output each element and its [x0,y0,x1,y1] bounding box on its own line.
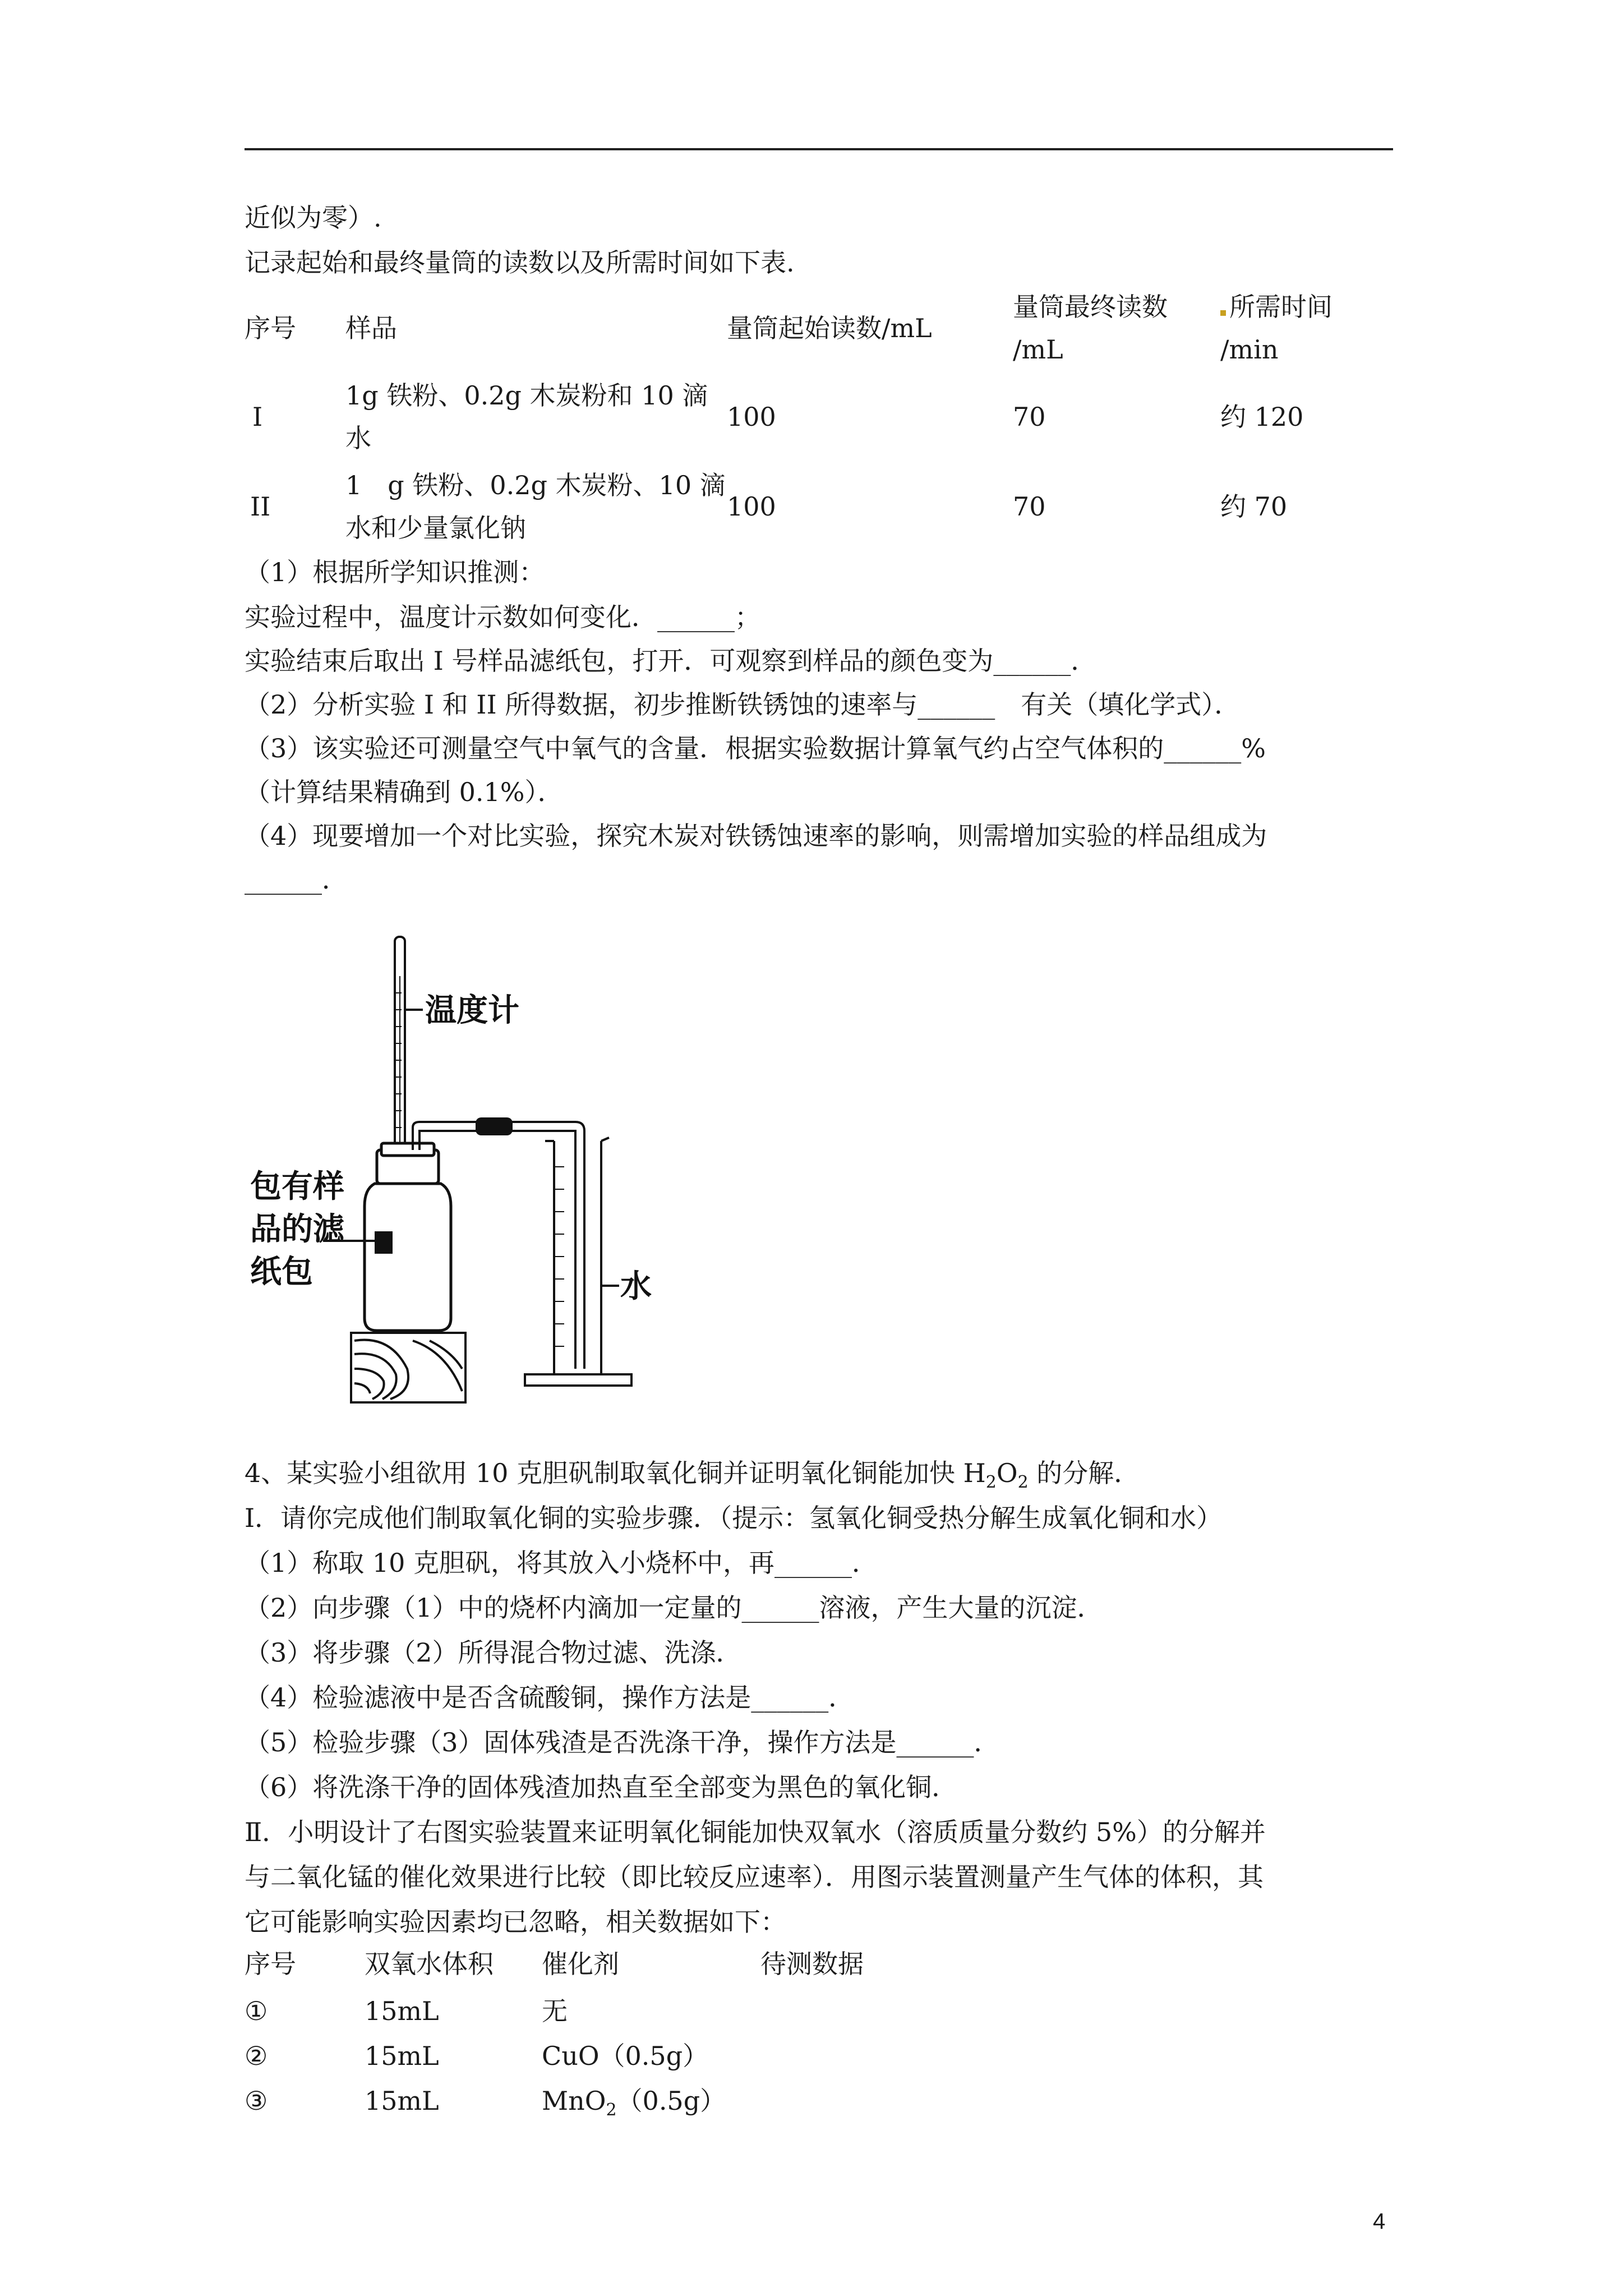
row-final: 70 [1013,402,1046,432]
q4-step: （6）将洗涤干净的固体残渣加热直至全部变为黑色的氧化铜． [245,1772,958,1802]
row-no: I [252,402,263,432]
table-header-time-unit: /min [1220,334,1279,365]
row-volume: 15mL [365,2086,439,2116]
row-time: 约 70 [1220,491,1288,522]
q4-step: （1）称取 10 克胆矾，将其放入小烧杯中，再______． [245,1548,878,1578]
row-sample: 水和少量氯化钠 [345,513,526,543]
row-no: II [250,491,271,522]
q4-step: 它可能影响实验因素均已忽略，相关数据如下： [245,1907,786,1937]
graduated-cylinder [525,1138,631,1386]
row-sample: 水 [345,423,371,453]
svg-text:包有样: 包有样 [250,1168,344,1205]
row-no: ③ [245,2086,268,2116]
row-catalyst: CuO（0.5g） [542,2041,709,2071]
q4-step: 与二氧化锰的催化效果进行比较（即比较反应速率）．用图示装置测量产生气体的体积，其 [245,1862,1264,1892]
row-no: ② [245,2041,268,2071]
row-catalyst: 无 [542,1996,568,2026]
row-time: 约 120 [1220,402,1304,432]
question-line: 实验过程中，温度计示数如何变化．______； [245,602,760,632]
row-catalyst: MnO$_2$（0.5g） [542,2086,726,2120]
table-header-data: 待测数据 [760,1949,864,1979]
row-sample: 1 g 铁粉、0.2g 木炭粉、10 滴 [345,470,726,500]
table-header-time: 所需时间 [1220,286,1332,328]
intro-line: 近似为零）. [245,203,382,233]
question-line: （2）分析实验 I 和 II 所得数据，初步推断铁锈蚀的速率与______ 有关（填化学式）． [245,689,1241,720]
sample-packet [375,1231,393,1254]
row-volume: 15mL [365,2041,439,2071]
table-header-catalyst: 催化剂 [542,1949,619,1979]
question-line: （1）根据所学知识推测： [245,557,545,587]
page-number: 4 [1373,2209,1386,2234]
intro-line: 记录起始和最终量筒的读数以及所需时间如下表. [245,247,795,278]
table-header-sample: 样品 [345,313,397,343]
row-sample: 1g 铁粉、0.2g 木炭粉和 10 滴 [345,380,708,411]
table-header-final-unit: /mL [1013,334,1063,365]
apparatus-diagram [245,926,682,1408]
q4-step: Ⅰ．请你完成他们制取氧化铜的实验步骤．（提示：氢氧化铜受热分解生成氧化铜和水） [245,1503,1223,1533]
question-line: ______． [245,864,348,895]
header-rule [245,148,1393,150]
edit-marker [1220,310,1226,316]
question-line: （3）该实验还可测量空气中氧气的含量．根据实验数据计算氧气约占空气体积的______% [245,733,1266,763]
question-line: （计算结果精确到 0.1%）． [245,777,564,807]
water-label: 水 [620,1268,652,1305]
row-start: 100 [727,402,776,432]
row-final: 70 [1013,491,1046,522]
thermometer-label: 温度计 [425,992,519,1029]
table-header-start: 量筒起始读数/mL [727,313,932,343]
svg-text:品的滤: 品的滤 [250,1211,344,1248]
table-header-no: 序号 [245,1949,296,1979]
row-no: ① [245,1996,268,2026]
table-header-no: 序号 [245,313,296,343]
row-volume: 15mL [365,1996,439,2026]
table-header-final: 量筒最终读数 [1013,292,1168,322]
wooden-block [351,1333,465,1402]
q4-step: （3）将步骤（2）所得混合物过滤、洗涤． [245,1637,742,1668]
question-line: （4）现要增加一个对比实验，探究木炭对铁锈蚀速率的影响，则需增加实验的样品组成为 [245,821,1267,851]
q4-step: （4）检验滤液中是否含硫酸铜，操作方法是______． [245,1682,855,1713]
row-start: 100 [727,491,776,522]
q4-step: （2）向步骤（1）中的烧杯内滴加一定量的______溶液，产生大量的沉淀． [245,1593,1103,1623]
table-header-volume: 双氧水体积 [365,1949,494,1979]
sample-label [250,1168,345,1290]
question-line: 实验结束后取出 I 号样品滤纸包，打开．可观察到样品的颜色变为______． [245,646,1097,676]
question-4-title: 4、某实验小组欲用 10 克胆矾制取氧化铜并证明氧化铜能加快 $H_2O_2$ 的分解． [245,1458,1140,1493]
svg-text:纸包: 纸包 [250,1254,313,1290]
q4-step: Ⅱ．小明设计了右图实验装置来证明氧化铜能加快双氧水（溶质质量分数约 5%）的分解并 [245,1817,1266,1847]
rubber-connector [476,1117,513,1135]
q4-step: （5）检验步骤（3）固体残渣是否洗涤干净，操作方法是______． [245,1727,1000,1757]
